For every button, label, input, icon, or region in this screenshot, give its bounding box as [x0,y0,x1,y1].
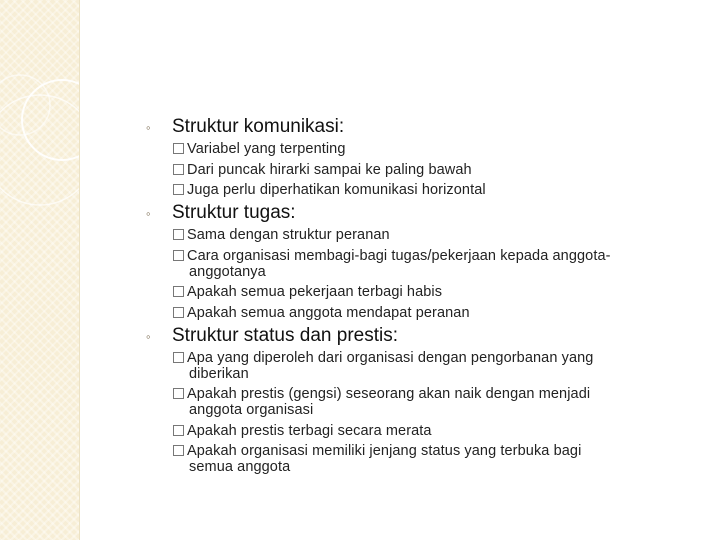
list-item: Sama dengan struktur peranan [173,227,693,243]
box-bullet-icon [173,445,184,456]
list-item: Apakah prestis terbagi secara merata [173,423,693,439]
box-bullet-icon [173,164,184,175]
list-item: Apakah semua pekerjaan terbagi habis [173,284,693,300]
list-item: Variabel yang terpenting [173,141,693,157]
section-title: Struktur status dan prestis: [172,325,398,346]
box-bullet-icon [173,425,184,436]
section-title: Struktur tugas: [172,202,296,223]
box-bullet-icon [173,307,184,318]
list-item: Apakah organisasi memiliki jenjang status yang terbuka bagi semua anggota [173,443,693,475]
list-item: Apa yang diperoleh dari organisasi dengan pengorbanan yang diberikan [173,350,693,382]
circle-bullet-icon: ◦ [146,120,151,135]
circle-bullet-icon: ◦ [146,206,151,221]
box-bullet-icon [173,286,184,297]
box-bullet-icon [173,388,184,399]
section-title: Struktur komunikasi: [172,116,345,137]
box-bullet-icon [173,352,184,363]
list-item: Juga perlu diperhatikan komunikasi horizontal [173,182,693,198]
section-heading-komunikasi [146,116,344,138]
box-bullet-icon [173,250,184,261]
box-bullet-icon [173,143,184,154]
list-item: Cara organisasi membagi-bagi tugas/pekerjaan kepada anggota- anggotanya [173,248,693,280]
circle-bullet-icon: ◦ [146,329,151,344]
section-heading-status-prestis [146,325,398,347]
list-item: Apakah prestis (gengsi) seseorang akan naik dengan menjadi anggota organisasi [173,386,693,418]
box-bullet-icon [173,229,184,240]
section-heading-tugas [146,202,296,224]
box-bullet-icon [173,184,184,195]
list-item: Dari puncak hirarki sampai ke paling bawah [173,162,693,178]
list-item: Apakah semua anggota mendapat peranan [173,305,693,321]
